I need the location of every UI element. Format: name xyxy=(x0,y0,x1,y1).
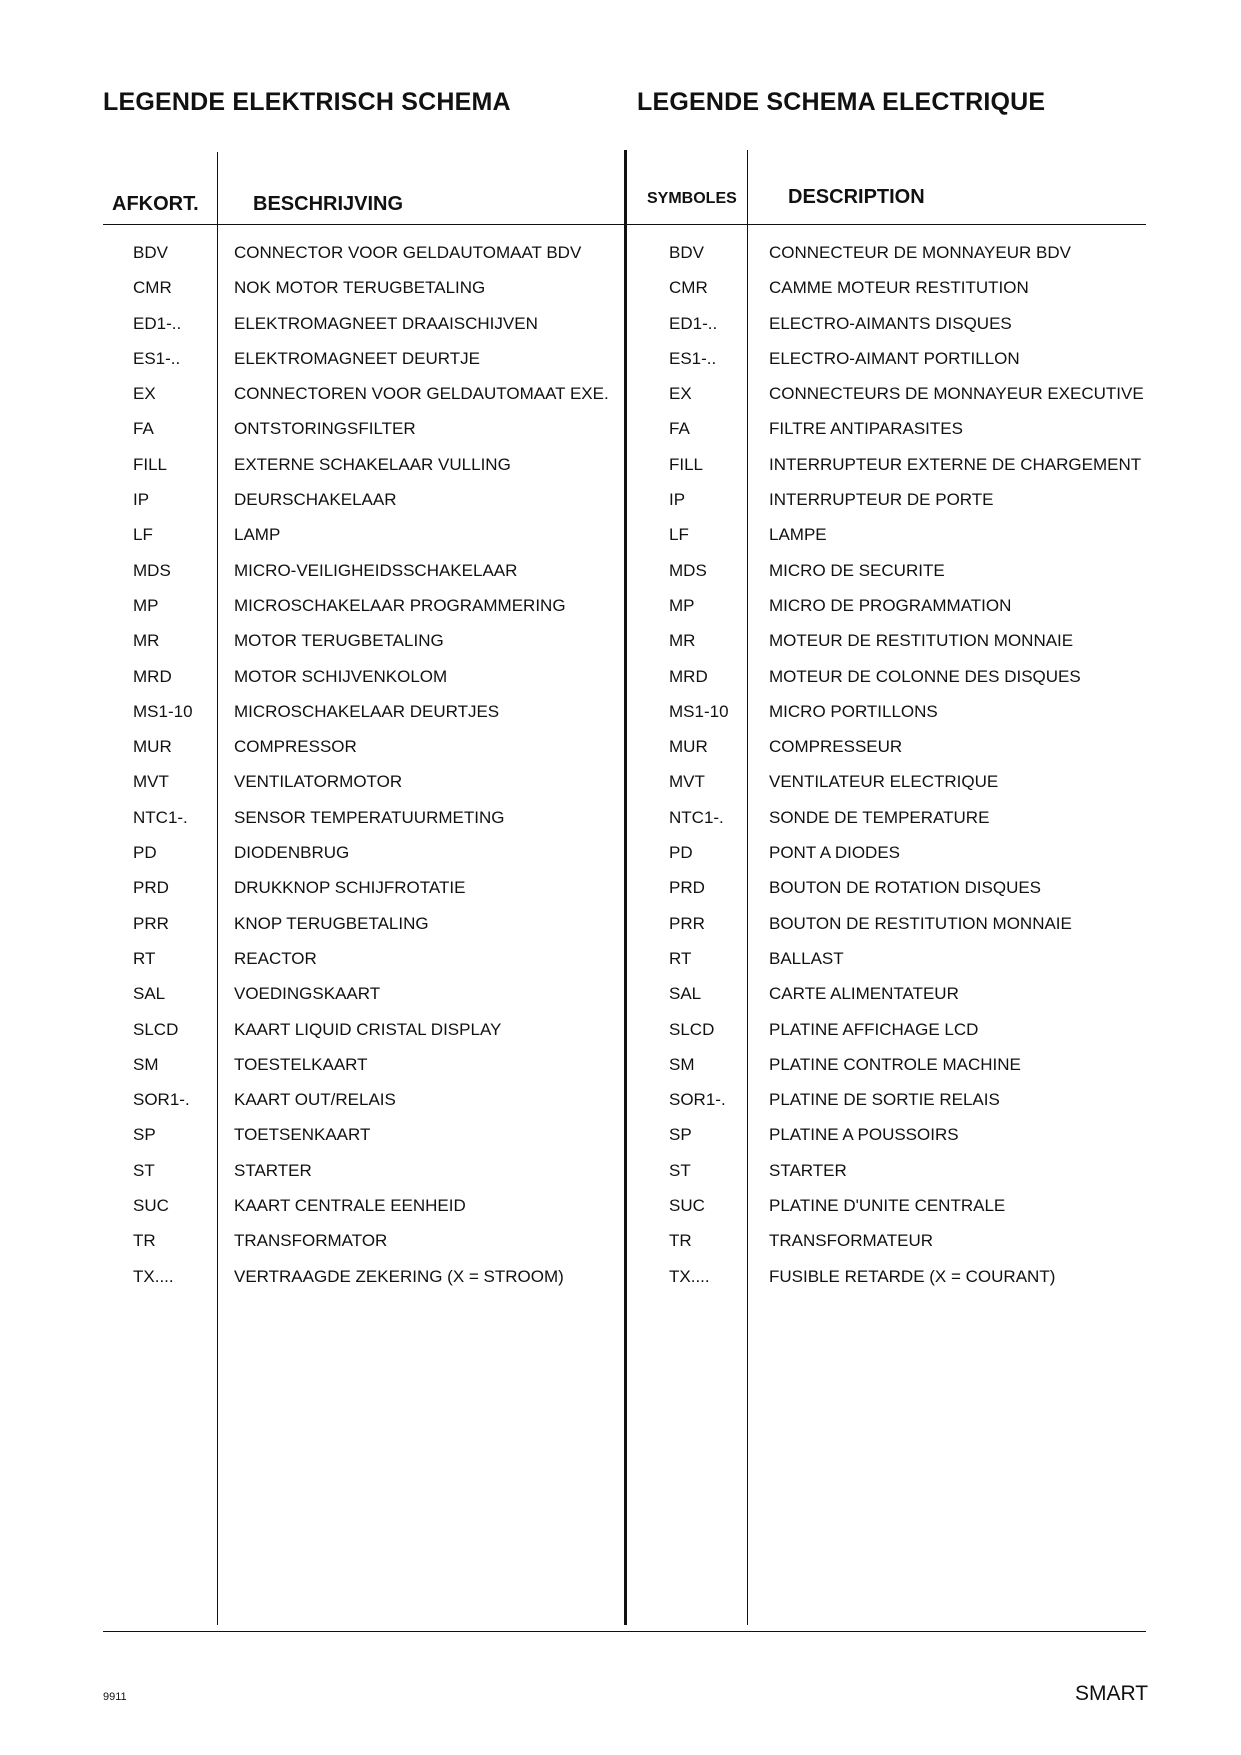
symbol-french: LF xyxy=(669,525,689,545)
description-dutch: ELEKTROMAGNEET DEURTJE xyxy=(234,348,480,368)
description-french: FUSIBLE RETARDE (X = COURANT) xyxy=(769,1266,1056,1286)
symbol-french: SUC xyxy=(669,1196,705,1216)
table-row xyxy=(0,701,1241,746)
symbol-french: RT xyxy=(669,948,692,968)
table-row xyxy=(0,243,1241,287)
description-dutch: MICRO-VEILIGHEIDSSCHAKELAAR xyxy=(234,560,518,580)
description-french: BALLAST xyxy=(769,948,844,968)
table-row xyxy=(0,1125,1241,1169)
symbol-french: MR xyxy=(669,631,696,651)
description-dutch: STARTER xyxy=(234,1160,312,1180)
description-french: MICRO DE PROGRAMMATION xyxy=(769,595,1012,615)
abbreviation-dutch: NTC1-. xyxy=(133,807,188,827)
table-row xyxy=(0,490,1241,534)
symbol-french: EX xyxy=(669,384,692,404)
description-dutch: KNOP TERUGBETALING xyxy=(234,913,429,933)
description-french: PLATINE DE SORTIE RELAIS xyxy=(769,1090,1000,1110)
abbreviation-dutch: MVT xyxy=(133,772,169,792)
symbol-french: SM xyxy=(669,1054,695,1074)
description-french: INTERRUPTEUR EXTERNE DE CHARGEMENT xyxy=(769,454,1142,474)
abbreviation-dutch: MUR xyxy=(133,737,172,757)
abbreviation-dutch: MRD xyxy=(133,666,172,686)
symbol-french: PRR xyxy=(669,913,705,933)
description-dutch: MOTOR TERUGBETALING xyxy=(234,631,444,651)
description-dutch: KAART LIQUID CRISTAL DISPLAY xyxy=(234,1019,502,1039)
description-french: CONNECTEUR DE MONNAYEUR BDV xyxy=(769,243,1071,262)
symbol-french: CMR xyxy=(669,278,708,298)
symbol-french: NTC1-. xyxy=(669,807,724,827)
abbreviation-dutch: MP xyxy=(133,595,159,615)
table-bottom-rule xyxy=(103,1631,1146,1632)
symbol-french: SLCD xyxy=(669,1019,715,1039)
abbreviation-dutch: PRR xyxy=(133,913,169,933)
table-row xyxy=(0,1090,1241,1134)
description-dutch: MICROSCHAKELAAR PROGRAMMERING xyxy=(234,595,566,615)
table-row xyxy=(0,1160,1241,1205)
document-code: 9911 xyxy=(103,1691,127,1703)
abbreviation-dutch: SOR1-. xyxy=(133,1090,190,1110)
abbreviation-dutch: IP xyxy=(133,490,150,510)
symbol-french: FILL xyxy=(669,454,704,474)
abbreviation-dutch: SP xyxy=(133,1125,156,1145)
table-row xyxy=(0,384,1241,428)
abbreviation-dutch: TR xyxy=(133,1231,156,1251)
symbol-french: MVT xyxy=(669,772,705,792)
description-dutch: NOK MOTOR TERUGBETALING xyxy=(234,278,486,298)
abbreviation-dutch: ES1-.. xyxy=(133,348,181,368)
abbreviation-dutch: EX xyxy=(133,384,156,404)
description-french: MICRO PORTILLONS xyxy=(769,701,938,721)
symbol-french: MUR xyxy=(669,737,708,757)
description-dutch: COMPRESSOR xyxy=(234,737,357,757)
description-dutch: VOEDINGSKAART xyxy=(234,984,381,1004)
symbol-french: MS1-10 xyxy=(669,701,729,721)
table-row xyxy=(0,1019,1241,1064)
symbol-french: MRD xyxy=(669,666,708,686)
description-dutch: KAART OUT/RELAIS xyxy=(234,1090,396,1110)
abbreviation-dutch: FA xyxy=(133,419,154,439)
table-row xyxy=(0,560,1241,605)
description-dutch: TOETSENKAART xyxy=(234,1125,371,1145)
description-french: LAMPE xyxy=(769,525,827,545)
description-french: COMPRESSEUR xyxy=(769,737,903,757)
column-header-description: DESCRIPTION xyxy=(788,186,925,208)
symbol-french: FA xyxy=(669,419,690,439)
table-row xyxy=(0,454,1241,499)
table-row xyxy=(0,1196,1241,1240)
table-row xyxy=(0,278,1241,322)
abbreviation-dutch: RT xyxy=(133,948,156,968)
description-french: PLATINE CONTROLE MACHINE xyxy=(769,1054,1021,1074)
description-dutch: VENTILATORMOTOR xyxy=(234,772,403,792)
abbreviation-dutch: PRD xyxy=(133,878,169,898)
description-french: PLATINE D'UNITE CENTRALE xyxy=(769,1196,1006,1216)
description-french: MOTEUR DE COLONNE DES DISQUES xyxy=(769,666,1081,686)
symbol-french: ST xyxy=(669,1160,691,1180)
description-french: CONNECTEURS DE MONNAYEUR EXECUTIVE xyxy=(769,384,1144,404)
description-french: CAMME MOTEUR RESTITUTION xyxy=(769,278,1029,298)
description-dutch: TRANSFORMATOR xyxy=(234,1231,388,1251)
table-row xyxy=(0,525,1241,569)
symbol-french: PRD xyxy=(669,878,705,898)
abbreviation-dutch: PD xyxy=(133,843,157,863)
description-french: INTERRUPTEUR DE PORTE xyxy=(769,490,994,510)
product-name: SMART xyxy=(1075,1682,1149,1705)
description-french: FILTRE ANTIPARASITES xyxy=(769,419,963,439)
abbreviation-dutch: CMR xyxy=(133,278,172,298)
description-dutch: EXTERNE SCHAKELAAR VULLING xyxy=(234,454,511,474)
table-row xyxy=(0,948,1241,993)
description-french: ELECTRO-AIMANTS DISQUES xyxy=(769,313,1012,333)
abbreviation-dutch: MDS xyxy=(133,560,171,580)
description-dutch: VERTRAAGDE ZEKERING (X = STROOM) xyxy=(234,1266,564,1286)
symbol-french: TR xyxy=(669,1231,692,1251)
description-french: ELECTRO-AIMANT PORTILLON xyxy=(769,348,1020,368)
description-dutch: TOESTELKAART xyxy=(234,1054,368,1074)
description-french: TRANSFORMATEUR xyxy=(769,1231,934,1251)
column-header-afkort: AFKORT. xyxy=(112,193,199,215)
symbol-french: SP xyxy=(669,1125,692,1145)
symbol-french: MDS xyxy=(669,560,707,580)
description-french: SONDE DE TEMPERATURE xyxy=(769,807,990,827)
description-dutch: MOTOR SCHIJVENKOLOM xyxy=(234,666,448,686)
symbol-french: BDV xyxy=(669,243,704,262)
description-dutch: ELEKTROMAGNEET DRAAISCHIJVEN xyxy=(234,313,538,333)
abbreviation-dutch: FILL xyxy=(133,454,168,474)
description-french: BOUTON DE ROTATION DISQUES xyxy=(769,878,1042,898)
abbreviation-dutch: MS1-10 xyxy=(133,701,193,721)
symbol-french: PD xyxy=(669,843,693,863)
description-french: PONT A DIODES xyxy=(769,843,901,863)
description-dutch: REACTOR xyxy=(234,948,317,968)
table-row xyxy=(0,737,1241,781)
column-header-symboles: SYMBOLES xyxy=(647,190,737,207)
abbreviation-dutch: LF xyxy=(133,525,153,545)
description-dutch: KAART CENTRALE EENHEID xyxy=(234,1196,466,1216)
abbreviation-dutch: SM xyxy=(133,1054,159,1074)
description-dutch: DRUKKNOP SCHIJFROTATIE xyxy=(234,878,466,898)
table-row xyxy=(0,313,1241,358)
symbol-french: SAL xyxy=(669,984,702,1004)
description-french: VENTILATEUR ELECTRIQUE xyxy=(769,772,999,792)
abbreviation-dutch: MR xyxy=(133,631,160,651)
table-row xyxy=(0,843,1241,887)
description-dutch: ONTSTORINGSFILTER xyxy=(234,419,416,439)
abbreviation-dutch: BDV xyxy=(133,243,168,262)
legend-table xyxy=(0,243,1241,1311)
symbol-french: TX.... xyxy=(669,1266,710,1286)
symbol-french: ED1-.. xyxy=(669,313,718,333)
description-french: PLATINE AFFICHAGE LCD xyxy=(769,1019,979,1039)
abbreviation-dutch: SAL xyxy=(133,984,166,1004)
description-dutch: SENSOR TEMPERATUURMETING xyxy=(234,807,505,827)
abbreviation-dutch: TX.... xyxy=(133,1266,174,1286)
header-underline xyxy=(103,224,1146,225)
table-row xyxy=(0,913,1241,958)
symbol-french: IP xyxy=(669,490,686,510)
description-dutch: MICROSCHAKELAAR DEURTJES xyxy=(234,701,500,721)
table-row xyxy=(0,984,1241,1028)
abbreviation-dutch: ST xyxy=(133,1160,155,1180)
column-header-beschrijving: BESCHRIJVING xyxy=(253,193,404,215)
abbreviation-dutch: SUC xyxy=(133,1196,169,1216)
table-row xyxy=(0,1266,1241,1311)
description-dutch: CONNECTOR VOOR GELDAUTOMAAT BDV xyxy=(234,243,582,262)
description-french: PLATINE A POUSSOIRS xyxy=(769,1125,959,1145)
description-dutch: DIODENBRUG xyxy=(234,843,350,863)
abbreviation-dutch: ED1-.. xyxy=(133,313,182,333)
description-french: CARTE ALIMENTATEUR xyxy=(769,984,959,1004)
page-title-french: LEGENDE SCHEMA ELECTRIQUE xyxy=(637,88,1046,116)
description-french: STARTER xyxy=(769,1160,847,1180)
page-title-dutch: LEGENDE ELEKTRISCH SCHEMA xyxy=(103,88,511,116)
description-french: BOUTON DE RESTITUTION MONNAIE xyxy=(769,913,1072,933)
description-dutch: LAMP xyxy=(234,525,281,545)
symbol-french: MP xyxy=(669,595,695,615)
description-dutch: CONNECTOREN VOOR GELDAUTOMAAT EXE. xyxy=(234,384,609,404)
symbol-french: SOR1-. xyxy=(669,1090,726,1110)
abbreviation-dutch: SLCD xyxy=(133,1019,179,1039)
description-french: MOTEUR DE RESTITUTION MONNAIE xyxy=(769,631,1074,651)
description-french: MICRO DE SECURITE xyxy=(769,560,945,580)
table-row xyxy=(0,807,1241,852)
symbol-french: ES1-.. xyxy=(669,348,717,368)
description-dutch: DEURSCHAKELAAR xyxy=(234,490,397,510)
